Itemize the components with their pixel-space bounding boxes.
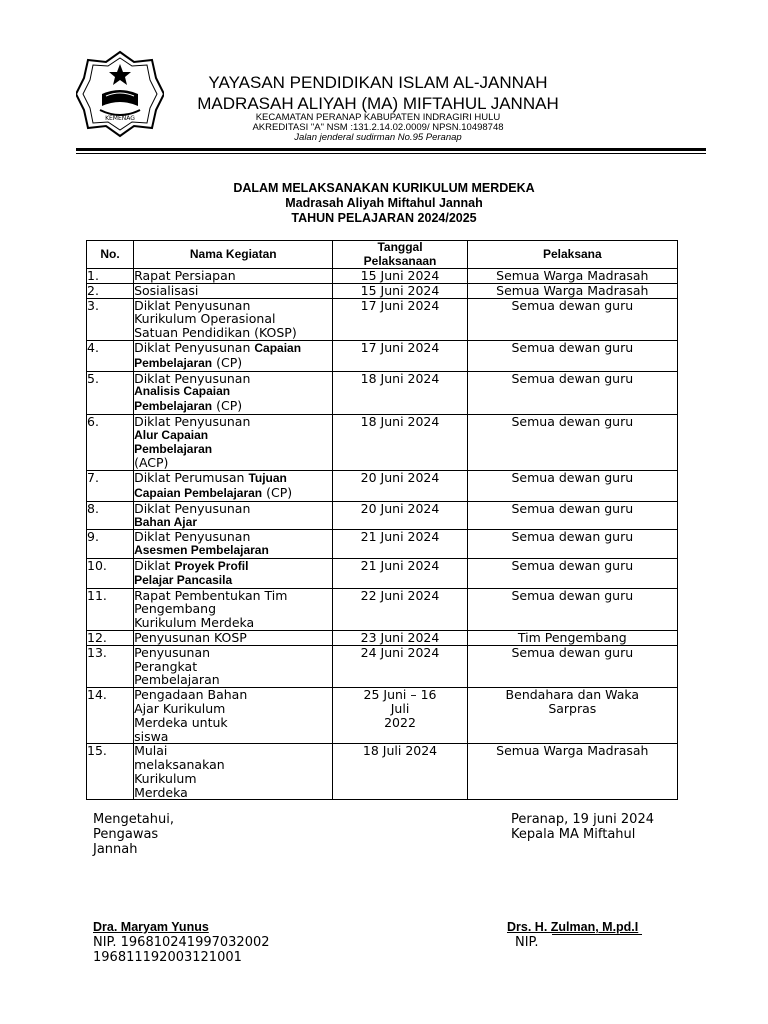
table-header-row — [87, 241, 678, 269]
table-row: 14. Pengadaan Bahan Ajar Kurikulum Merdeka untuk siswa 25 Juni – 16 Juli 2022 Bendahara dan Waka Sarpras — [87, 688, 678, 744]
table-row: 9. Diklat Penyusunan Asesmen Pembelajaran 21 Juni 2024 Semua dewan guru — [87, 530, 678, 559]
supervisor-title-cont: Jannah — [93, 842, 138, 857]
accreditation-line: AKREDITASI "A" NSM :131.2.14.02.0009/ NPSN.10498748 — [252, 122, 504, 133]
table-row: 3. Diklat Penyusunan Kurikulum Operasional Satuan Pendidikan (KOSP) 17 Juni 2024 Semua dewan guru — [87, 298, 678, 340]
table-row: 8. Diklat Penyusunan Bahan Ajar 20 Juni 2024 Semua dewan guru — [87, 501, 678, 530]
supervisor-nip-2: 196811192003121001 — [93, 950, 242, 965]
foundation-name: YAYASAN PENDIDIKAN ISLAM AL-JANNAH — [208, 73, 548, 92]
table-row: 12. Penyusunan KOSP 23 Juni 2024 Tim Pengembang — [87, 630, 678, 645]
supervisor-signature — [93, 920, 270, 965]
address-line: Jalan jenderal sudirman No.95 Peranap — [294, 132, 462, 143]
supervisor-nip: NIP. 196810241997032002 — [93, 935, 270, 950]
kemenag-logo — [76, 50, 164, 138]
nip-underline — [552, 934, 642, 935]
headmaster-name: Drs. H. Zulman, M.pd.I — [507, 920, 639, 934]
headmaster-signature — [507, 920, 638, 950]
table-row: 6. Diklat Penyusunan Alur Capaian Pembelajaran (ACP) 18 Juni 2024 Semua dewan guru — [87, 414, 678, 470]
col-header-name: Nama Kegiatan — [134, 241, 333, 269]
headmaster-title: Kepala MA Miftahul — [511, 827, 636, 842]
headmaster-nip: NIP. — [515, 935, 539, 950]
school-name: MADRASAH ALIYAH (MA) MIFTAHUL JANNAH — [197, 94, 559, 113]
signature-left-block — [93, 812, 174, 857]
col-header-executor: Pelaksana — [467, 241, 677, 269]
col-header-no: No. — [87, 241, 134, 269]
document-title: DALAM MELAKSANAKAN KURIKULUM MERDEKA — [233, 181, 535, 195]
letterhead-rule-thin — [76, 153, 706, 154]
letterhead-rule-thick — [76, 148, 706, 151]
acknowledged-label: Mengetahui, — [93, 812, 174, 827]
academic-year: TAHUN PELAJARAN 2024/2025 — [291, 211, 477, 225]
table-row: 7. Diklat Perumusan Tujuan Capaian Pembelajaran (CP) 20 Juni 2024 Semua dewan guru — [87, 471, 678, 502]
district-line: KECAMATAN PERANAP KABUPATEN INDRAGIRI HULU — [255, 112, 501, 123]
table-row: 2. Sosialisasi 15 Juni 2024 Semua Warga Madrasah — [87, 283, 678, 298]
table-row: 13. Penyusunan Perangkat Pembelajaran 24 Juni 2024 Semua dewan guru — [87, 645, 678, 687]
table-row: 5. Diklat Penyusunan Analisis Capaian Pembelajaran (CP) 18 Juni 2024 Semua dewan guru — [87, 371, 678, 414]
table-row: 1. Rapat Persiapan 15 Juni 2024 Semua Warga Madrasah — [87, 269, 678, 284]
signature-right-block — [511, 812, 654, 842]
supervisor-title: Pengawas — [93, 827, 159, 842]
place-date: Peranap, 19 juni 2024 — [511, 812, 654, 827]
table-row: 15. Mulai melaksanakan Kurikulum Merdeka 18 Juli 2024 Semua Warga Madrasah — [87, 744, 678, 800]
table-row: 4. Diklat Penyusunan Capaian Pembelajaran (CP) 17 Juni 2024 Semua dewan guru — [87, 340, 678, 371]
table-row: 10. Diklat Proyek Profil Pelajar Pancasila 21 Juni 2024 Semua dewan guru — [87, 558, 678, 588]
activity-table — [86, 240, 678, 800]
logo-lettering: KEMENAG — [105, 115, 135, 122]
table-row: 11. Rapat Pembentukan Tim Pengembang Kurikulum Merdeka 22 Juni 2024 Semua dewan guru — [87, 588, 678, 630]
supervisor-name: Dra. Maryam Yunus — [93, 920, 209, 934]
col-header-date: Tanggal Pelaksanaan — [333, 241, 467, 269]
document-subtitle: Madrasah Aliyah Miftahul Jannah — [285, 196, 483, 210]
